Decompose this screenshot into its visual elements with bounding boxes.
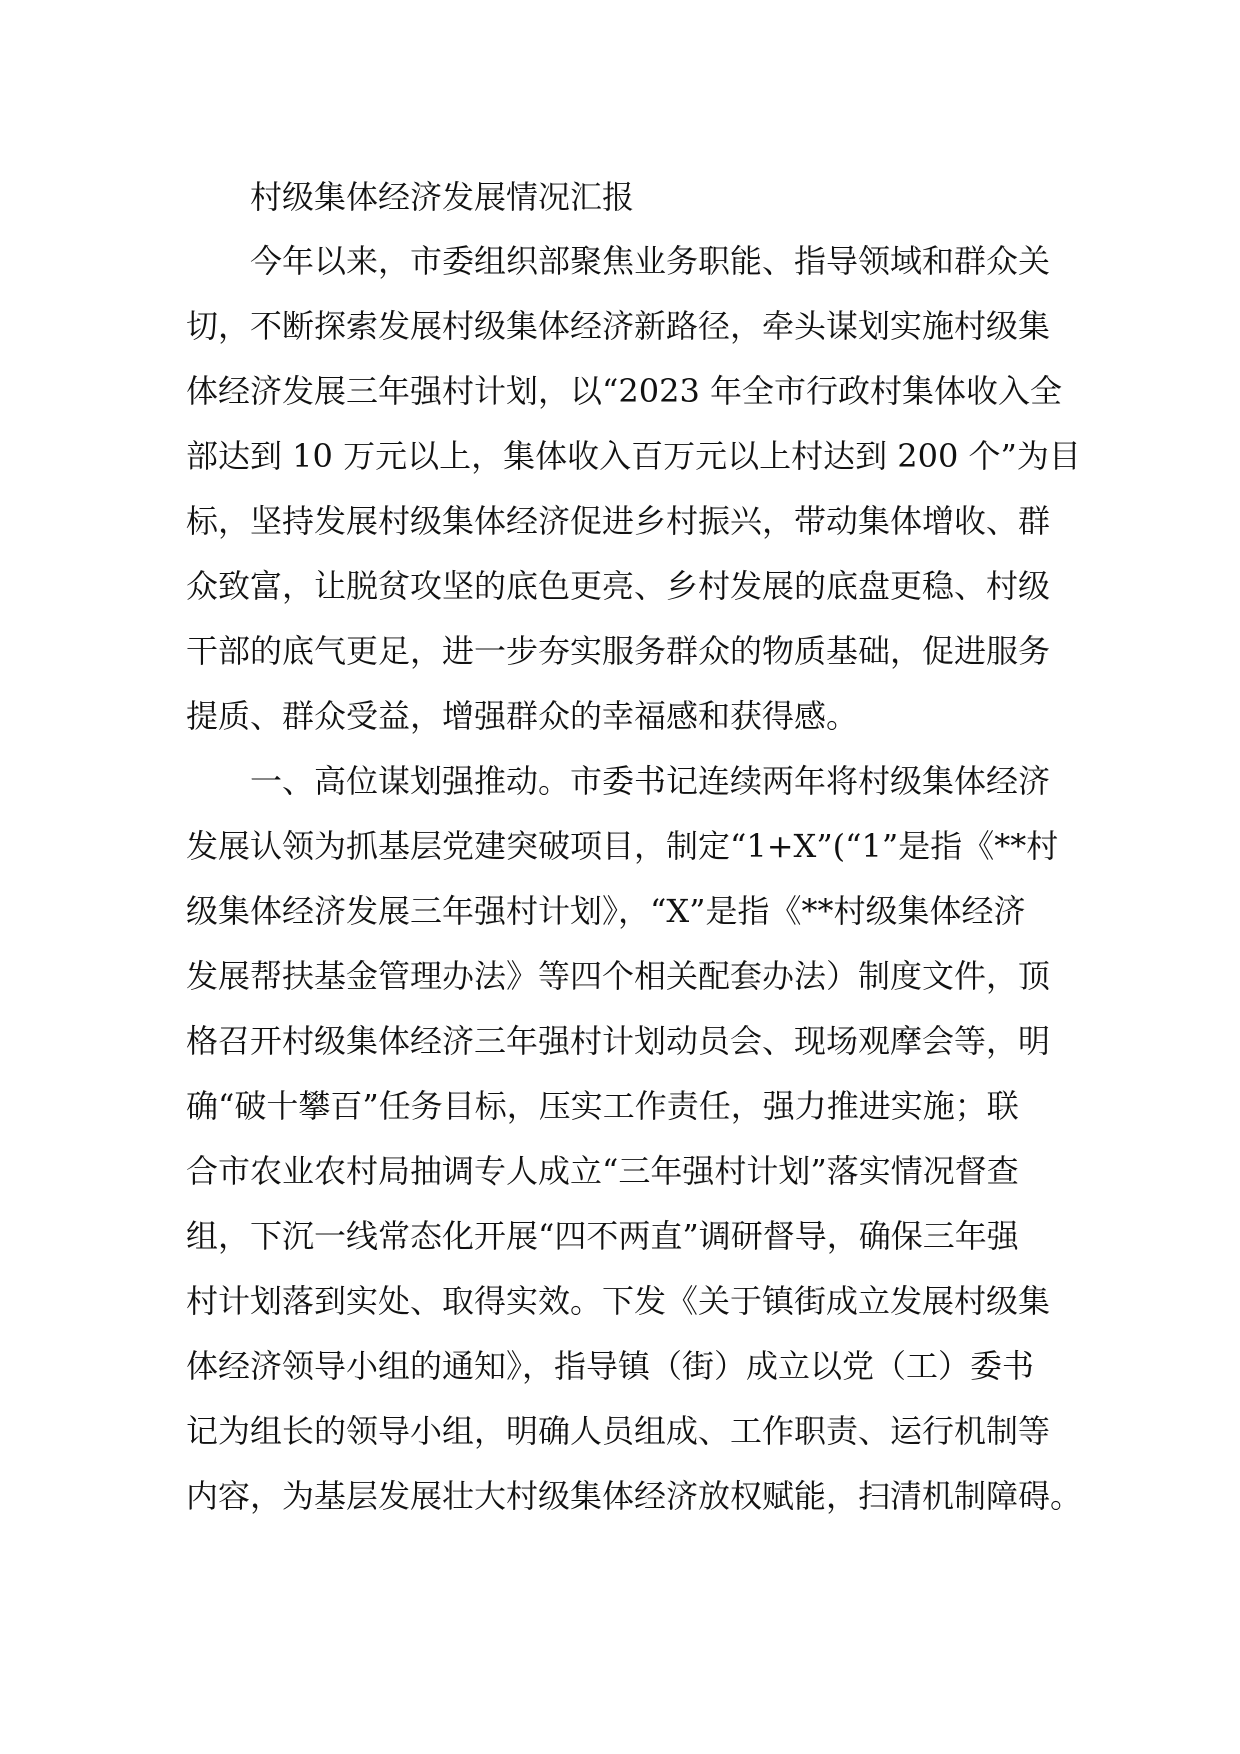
paragraph-line: 切，不断探索发展村级集体经济新路径，牵头谋划实施村级集	[186, 307, 1051, 345]
document-title: 村级集体经济发展情况汇报	[250, 178, 635, 216]
paragraph-line: 一、高位谋划强推动。市委书记连续两年将村级集体经济	[250, 762, 1051, 800]
paragraph-line: 干部的底气更足，进一步夯实服务群众的物质基础，促进服务	[186, 632, 1051, 670]
paragraph-line: 记为组长的领导小组，明确人员组成、工作职责、运行机制等	[186, 1412, 1051, 1450]
paragraph-line: 合市农业农村局抽调专人成立“三年强村计划”落实情况督查	[186, 1152, 1019, 1190]
paragraph-line: 组，下沉一线常态化开展“四不两直”调研督导，确保三年强	[186, 1217, 1019, 1255]
paragraph-line: 提质、群众受益，增强群众的幸福感和获得感。	[186, 697, 859, 735]
paragraph-line: 体经济发展三年强村计划，以“2023 年全市行政村集体收入全	[186, 372, 1062, 410]
paragraph-line: 发展认领为抓基层党建突破项目，制定“1+X”(“1”是指《**村	[186, 827, 1059, 865]
paragraph-line: 部达到 10 万元以上，集体收入百万元以上村达到 200 个”为目	[186, 437, 1081, 475]
paragraph-line: 村计划落到实处、取得实效。下发《关于镇街成立发展村级集	[186, 1282, 1051, 1320]
paragraph-line: 今年以来，市委组织部聚焦业务职能、指导领域和群众关	[250, 242, 1051, 280]
paragraph-line: 发展帮扶基金管理办法》等四个相关配套办法）制度文件，顶	[186, 957, 1051, 995]
paragraph-line: 内容，为基层发展壮大村级集体经济放权赋能，扫清机制障碍。	[186, 1477, 1083, 1515]
paragraph-line: 级集体经济发展三年强村计划》，“X”是指《**村级集体经济	[186, 892, 1026, 930]
paragraph-line: 众致富，让脱贫攻坚的底色更亮、乡村发展的底盘更稳、村级	[186, 567, 1051, 605]
paragraph-line: 体经济领导小组的通知》，指导镇（街）成立以党（工）委书	[186, 1347, 1035, 1385]
paragraph-line: 标，坚持发展村级集体经济促进乡村振兴，带动集体增收、群	[186, 502, 1051, 540]
paragraph-line: 格召开村级集体经济三年强村计划动员会、现场观摩会等，明	[186, 1022, 1051, 1060]
paragraph-line: 确“破十攀百”任务目标，压实工作责任，强力推进实施；联	[186, 1087, 1019, 1125]
